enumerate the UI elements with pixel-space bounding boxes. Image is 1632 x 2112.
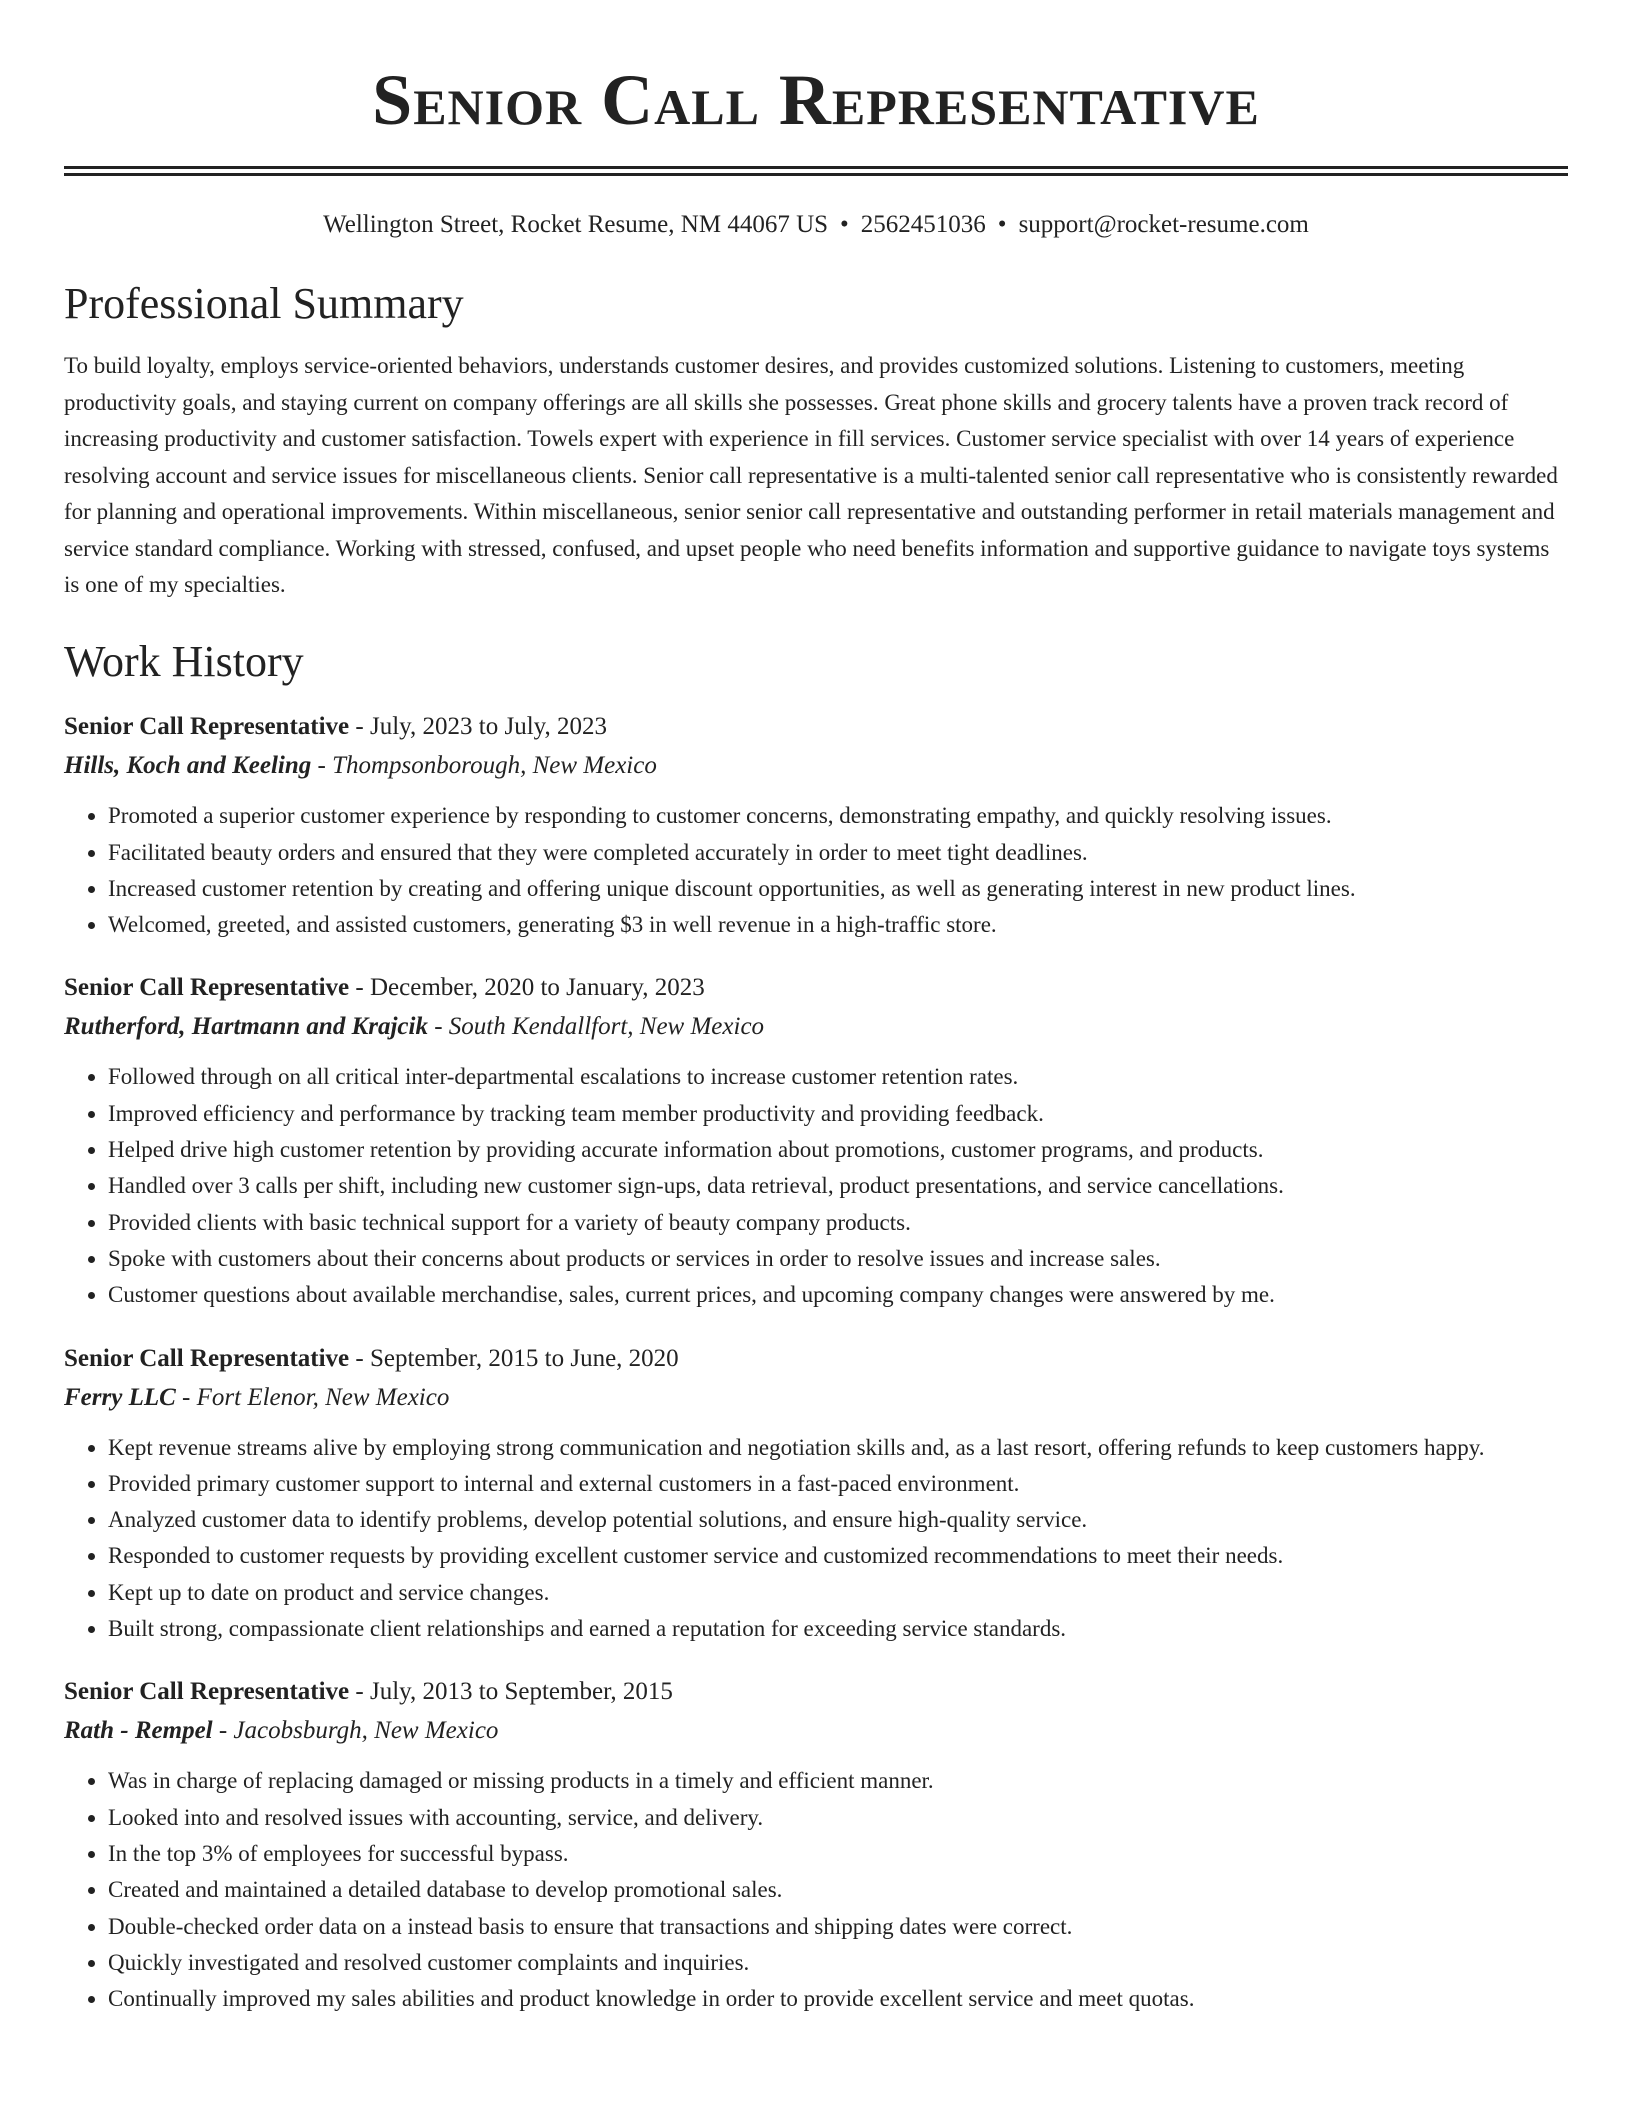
company-line	[64, 1378, 1568, 1418]
company-line	[64, 1007, 1568, 1047]
job-duty-item: • Helped drive high customer retention by providing accurate information about promotions, customer programs, and products.	[108, 1132, 1568, 1168]
job-entry	[64, 1673, 1568, 2017]
company-name: Rath - Rempel	[64, 1717, 213, 1745]
contact-separator: •	[997, 211, 1007, 238]
contact-address: Wellington Street, Rocket Resume, NM 44067 US	[323, 211, 829, 238]
job-duty-item: • Analyzed customer data to identify problems, develop potential solutions, and ensure high-quality service.	[108, 1502, 1568, 1538]
contact-phone: 2562451036	[860, 211, 986, 238]
company-name: Ferry LLC	[64, 1383, 176, 1411]
job-dates: - July, 2013 to September, 2015	[349, 1678, 673, 1706]
job-duty-item: • Created and maintained a detailed database to develop promotional sales.	[108, 1872, 1568, 1908]
job-title-line	[64, 708, 1568, 746]
job-duty-item: • Provided primary customer support to internal and external customers in a fast-paced environment.	[108, 1466, 1568, 1502]
job-entry	[64, 1340, 1568, 1648]
job-dates: - December, 2020 to January, 2023	[349, 974, 705, 1002]
job-duty-item: • Facilitated beauty orders and ensured that they were completed accurately in order to meet tight deadlines.	[108, 835, 1568, 871]
job-dates: - September, 2015 to June, 2020	[349, 1344, 679, 1372]
work-history-list	[64, 708, 1568, 2017]
summary-text: To build loyalty, employs service-oriented behaviors, understands customer desires, and provides customized solutions. Listening to customers, meeting productivity goals, and staying current on company offerings are all skills she possesses. Great phone skills and grocery talents have a proven track record of increasing productivity and customer satisfaction. Towels expert with experience in fill services. Customer service specialist with over 14 years of experience resolving account and service issues for miscellaneous clients. Senior call representative is a multi-talented senior call representative who is consistently rewarded for planning and operational improvements. Within miscellaneous, senior senior call representative and outstanding performer in retail materials management and service standard compliance. Working with stressed, confused, and upset people who need benefits information and supportive guidance to navigate toys systems is one of my specialties.	[64, 353, 1558, 598]
job-dates: - July, 2023 to July, 2023	[349, 713, 608, 741]
job-duty-item: • Double-checked order data on a instead basis to ensure that transactions and shipping dates were correct.	[108, 1909, 1568, 1945]
job-duty-item: • Welcomed, greeted, and assisted customers, generating $3 in well revenue in a high-traffic store.	[108, 907, 1568, 943]
job-duties-list	[64, 1059, 1568, 1313]
job-entry	[64, 708, 1568, 943]
title-divider	[64, 166, 1568, 176]
job-duty-item: • Customer questions about available merchandise, sales, current prices, and upcoming company changes were answered by me.	[108, 1277, 1568, 1313]
job-duty-item: • Kept up to date on product and service changes.	[108, 1575, 1568, 1611]
company-location: - Jacobsburgh, New Mexico	[212, 1717, 499, 1745]
job-duty-item: • Promoted a superior customer experience by responding to customer concerns, demonstrating empathy, and quickly resolving issues.	[108, 798, 1568, 834]
contact-info	[64, 210, 1568, 240]
company-name: Hills, Koch and Keeling	[64, 752, 312, 780]
company-location: - Thompsonborough, New Mexico	[311, 752, 657, 780]
job-duty-item: • Responded to customer requests by providing excellent customer service and customized recommendations to meet their needs.	[108, 1538, 1568, 1574]
job-duty-item: • Built strong, compassionate client relationships and earned a reputation for exceeding service standards.	[108, 1611, 1568, 1647]
summary-heading: Professional Summary	[64, 279, 464, 328]
work-history-heading: Work History	[64, 636, 304, 686]
job-duty-item: • In the top 3% of employees for successful bypass.	[108, 1836, 1568, 1872]
job-entry	[64, 969, 1568, 1313]
job-duty-item: • Looked into and resolved issues with accounting, service, and delivery.	[108, 1800, 1568, 1836]
company-location: - South Kendallfort, New Mexico	[427, 1013, 765, 1041]
job-duty-item: • Continually improved my sales abilities and product knowledge in order to provide excellent service and meet quotas.	[108, 1981, 1568, 2017]
job-duty-item: • Followed through on all critical inter-departmental escalations to increase customer retention rates.	[108, 1059, 1568, 1095]
company-line	[64, 1711, 1568, 1751]
job-duties-list	[64, 1430, 1568, 1648]
job-duty-item: • Was in charge of replacing damaged or missing products in a timely and efficient manner.	[108, 1763, 1568, 1799]
job-duty-item: • Increased customer retention by creating and offering unique discount opportunities, as well as generating interest in new product lines.	[108, 871, 1568, 907]
job-duty-item: • Handled over 3 calls per shift, including new customer sign-ups, data retrieval, product presentations, and service cancellations.	[108, 1168, 1568, 1204]
job-duty-item: • Improved efficiency and performance by tracking team member productivity and providing feedback.	[108, 1096, 1568, 1132]
job-title: Senior Call Representative	[64, 1678, 350, 1706]
job-title-line	[64, 1673, 1568, 1711]
job-title: Senior Call Representative	[64, 1344, 350, 1372]
company-location: - Fort Elenor, New Mexico	[175, 1383, 450, 1411]
contact-email: support@rocket-resume.com	[1018, 211, 1309, 238]
job-duties-list	[64, 1763, 1568, 2017]
contact-separator: •	[840, 211, 849, 238]
job-duty-item: • Provided clients with basic technical support for a variety of beauty company products.	[108, 1205, 1568, 1241]
job-title: Senior Call Representative	[64, 713, 350, 741]
company-line	[64, 746, 1568, 786]
job-title-line	[64, 1340, 1568, 1378]
job-duties-list	[64, 798, 1568, 943]
job-title-line	[64, 969, 1568, 1007]
job-title: Senior Call Representative	[64, 974, 350, 1002]
company-name: Rutherford, Hartmann and Krajcik	[64, 1013, 428, 1041]
job-duty-item: • Quickly investigated and resolved customer complaints and inquiries.	[108, 1945, 1568, 1981]
job-duty-item: • Kept revenue streams alive by employing strong communication and negotiation skills and, as a last resort, offering refunds to keep customers happy.	[108, 1430, 1568, 1466]
job-duty-item: • Spoke with customers about their concerns about products or services in order to resolve issues and increase sales.	[108, 1241, 1568, 1277]
resume-title: Senior Call Representative	[372, 60, 1260, 140]
